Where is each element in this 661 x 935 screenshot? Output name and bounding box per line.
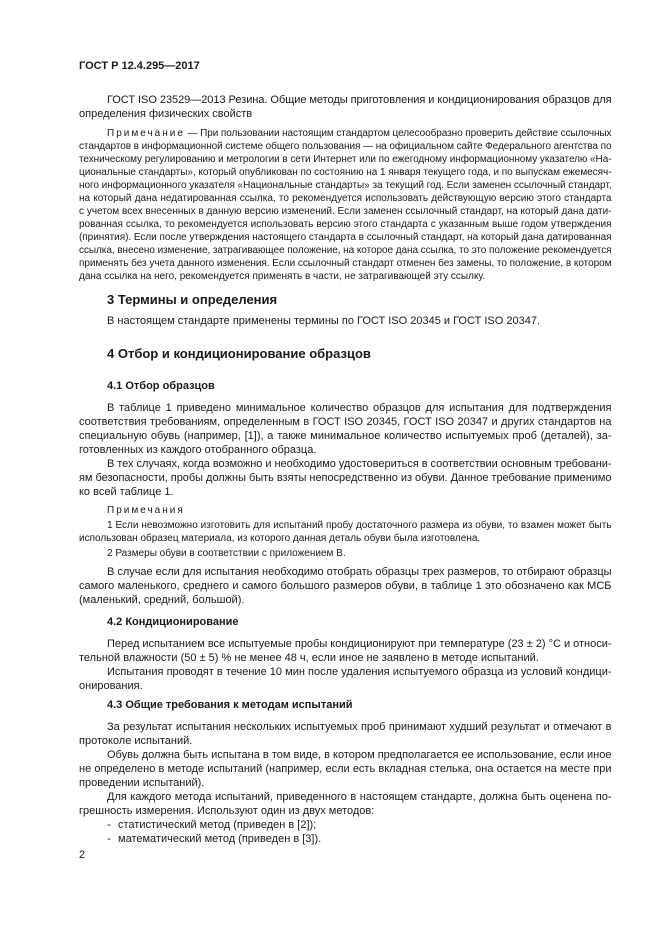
subsection-heading-4-3: 4.3 Общие требования к методам испытаний xyxy=(107,699,353,711)
paragraph-line: определения физических свойств xyxy=(79,108,253,120)
note-line: ссылка, внесено изменение, затрагивающее положение, на которое дана ссылка, то это положение рекомендуется xyxy=(79,244,612,256)
document-code: ГОСТ Р 12.4.295—2017 xyxy=(79,60,200,72)
paragraph xyxy=(79,314,612,328)
paragraph-line: Испытания проводят в течение 10 мин после удаления испытуемого образца из условий кондици- xyxy=(107,666,612,678)
subsection-heading-4-2: 4.2 Кондиционирование xyxy=(107,616,239,628)
paragraph xyxy=(79,457,612,499)
subsection-heading-4-1: 4.1 Отбор образцов xyxy=(107,380,215,392)
note-item xyxy=(79,547,612,560)
note-line: ного информационного указателя «Национальные стандарты» за текущий год. Если заменен ссылочный стандарт, xyxy=(79,179,612,191)
paragraph-line: В настоящем стандарте применены термины по ГОСТ ISO 20345 и ГОСТ ISO 20347. xyxy=(107,315,540,327)
paragraph-line: ко всей таблице 1. xyxy=(79,486,174,498)
paragraph-line: (маленький, средний, большой). xyxy=(79,594,245,606)
paragraph xyxy=(79,565,612,607)
paragraph-line: соответствия требованиям, определенным в ГОСТ ISO 20345, ГОСТ ISO 20347 и других стандартов на xyxy=(79,416,612,428)
note-line: применять без учета данного изменения. Если ссылочный стандарт отменен без замены, то положение, в котором xyxy=(79,257,612,269)
note-label: Примечание xyxy=(107,127,185,139)
paragraph-line: Для каждого метода испытаний, приведенного в настоящем стандарте, должна быть оценена по- xyxy=(107,791,612,803)
note-line: стандартов в информационной системе общего пользования — на официальном сайте Федерального агентства по xyxy=(79,140,612,152)
paragraph-line: грешность измерения. Используют один из двух методов: xyxy=(79,805,375,817)
note-line: циональные стандарты», который опубликован по состоянию на 1 января текущего года, и по выпускам ежемесяч- xyxy=(79,166,612,178)
paragraph xyxy=(79,637,612,665)
section-heading-3: 3 Термины и определения xyxy=(107,292,278,307)
note-line: рованная ссылка, то рекомендуется использовать версию этого стандарта с указанным выше годом утверждения xyxy=(79,218,612,230)
paragraph-line: За результат испытания нескольких испытуемых проб принимают худший результат и отмечают в xyxy=(107,721,612,733)
paragraph-line: онирования. xyxy=(79,680,143,692)
section-heading-4: 4 Отбор и кондиционирование образцов xyxy=(107,346,371,361)
notes-block xyxy=(79,504,612,560)
paragraph xyxy=(79,790,612,818)
paragraph-line: тельной влажности (50 ± 5) % не менее 48 ч, если иное не заявлено в методе испытаний. xyxy=(79,652,539,664)
notes-label: Примечания xyxy=(107,504,185,516)
note-line: с учетом всех внесенных в данную версию изменений. Если заменен ссылочный стандарт, на который дана дати- xyxy=(79,205,612,217)
paragraph-line: проведении испытаний). xyxy=(79,777,205,789)
methods-list xyxy=(79,818,612,846)
page-number: 2 xyxy=(79,849,86,861)
paragraph xyxy=(79,720,612,748)
normative-reference-item xyxy=(79,93,612,121)
paragraph-line: специальную обувь (например, [1]), а также минимальное количество испытуемых проб (деталей), за- xyxy=(79,430,612,442)
paragraph xyxy=(79,401,612,457)
paragraph-line: ям безопасности, пробы должны быть взяты непосредственно из обуви. Данное требование применимо xyxy=(79,472,612,484)
paragraph-line: В случае если для испытания необходимо отобрать образцы трех размеров, то отбирают образцы xyxy=(107,566,612,578)
note-line-text: — При пользовании настоящим стандартом целесообразно проверить действие ссылочных xyxy=(187,127,612,139)
paragraph-line: Перед испытанием все испытуемые пробы кондиционируют при температуре (23 ± 2) °C и относи- xyxy=(107,638,612,650)
reference-note xyxy=(79,127,612,283)
paragraph-line: протоколе испытаний. xyxy=(79,735,193,747)
paragraph-line: В тех случаях, когда возможно и необходимо удостовериться в соответствии основным требовани- xyxy=(107,458,612,470)
paragraph-line: самого маленького, среднего и самого большого размеров обуви, в таблице 1 это обозначено как МСБ xyxy=(79,580,612,592)
note-line: дана ссылка на него, рекомендуется применять в части, не затрагивающей эту ссылку. xyxy=(79,270,486,282)
list-item xyxy=(107,818,612,832)
list-item-text: статистический метод (приведен в [2]); xyxy=(118,819,317,831)
paragraph-line: Обувь должна быть испытана в том виде, в котором предполагается ее использование, если иное xyxy=(107,749,612,761)
note-line: (принятия). Если после утверждения настоящего стандарта в ссылочный стандарт, на который дана датированная xyxy=(79,231,612,243)
list-marker: - xyxy=(107,833,111,845)
paragraph-line: В таблице 1 приведено минимальное количество образцов для испытания для подтверждения xyxy=(107,402,612,414)
note-line: 1 Если невозможно изготовить для испытаний пробу достаточного размера из обуви, то взамен может быть xyxy=(107,519,612,531)
list-item-text: математический метод (приведен в [3]). xyxy=(118,833,322,845)
paragraph xyxy=(79,665,612,693)
paragraph-line: не определено в методе испытаний (например, если есть вкладная стелька, она остается на месте при xyxy=(79,763,612,775)
paragraph xyxy=(79,748,612,790)
note-line: на который дана недатированная ссылка, то рекомендуется использовать действующую версию этого стандарта xyxy=(79,192,612,204)
note-line: использован образец материала, из которого данная деталь обуви была изготовлена. xyxy=(79,532,481,544)
notes-label-line xyxy=(107,504,612,517)
paragraph-line: готовленных из каждого отобранного образца. xyxy=(79,444,317,456)
list-marker: - xyxy=(107,819,111,831)
note-item xyxy=(79,519,612,545)
note-line: техническому регулированию и метрологии в сети Интернет или по ежегодному информационному указателю «На- xyxy=(79,153,612,165)
list-item xyxy=(107,832,612,846)
paragraph-line: ГОСТ ISO 23529—2013 Резина. Общие методы приготовления и кондиционирования образцов для xyxy=(107,94,612,106)
page-content xyxy=(79,0,612,862)
note-line xyxy=(107,127,612,140)
note-line: 2 Размеры обуви в соответствии с приложением В. xyxy=(107,547,346,559)
